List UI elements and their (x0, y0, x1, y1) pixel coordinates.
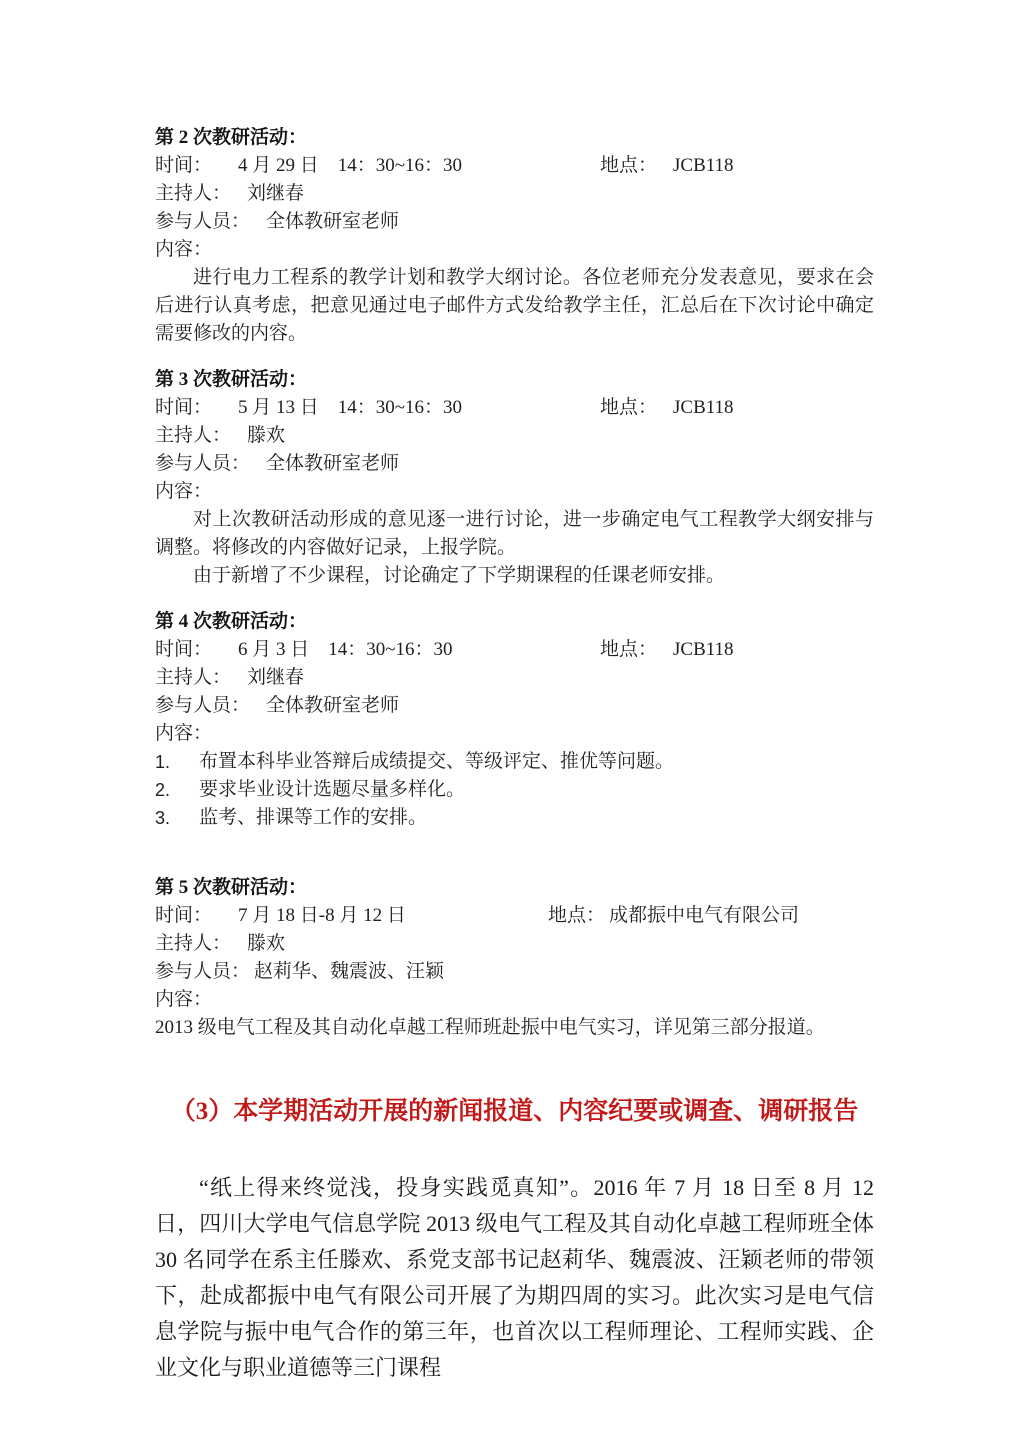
place-value: JCB118 (673, 639, 734, 660)
place-label: 地点： (600, 155, 658, 176)
report-section-heading: （3）本学期活动开展的新闻报道、内容纪要或调查、调研报告 (170, 1098, 859, 1125)
activity-heading: 第 2 次教研活动： (155, 127, 308, 148)
time-label: 时间： (155, 155, 213, 176)
list-item-text: 布置本科毕业答辩后成绩提交、等级评定、推优等问题。 (199, 751, 675, 772)
time-value: 5 月 13 日 14：30~16：30 (238, 397, 463, 418)
content-label-row (155, 720, 874, 748)
activity-heading: 第 3 次教研活动： (155, 369, 308, 390)
host-row (155, 422, 874, 450)
host-value: 刘继春 (247, 667, 305, 688)
activity-heading: 第 5 次教研活动： (155, 877, 308, 898)
time-value: 7 月 18 日-8 月 12 日 (238, 905, 406, 926)
place-group (548, 902, 799, 930)
content-paragraph: 2013 级电气工程及其自动化卓越工程师班赴振中电气实习，详见第三部分报道。 (155, 1017, 825, 1038)
content-label: 内容： (155, 481, 213, 502)
time-place-row (155, 152, 874, 180)
host-label: 主持人： (155, 425, 232, 446)
participants-row (155, 958, 874, 986)
host-label: 主持人： (155, 667, 232, 688)
list-item-text: 监考、排课等工作的安排。 (199, 807, 428, 828)
host-value: 刘继春 (247, 183, 305, 204)
content-label: 内容： (155, 723, 213, 744)
participants-label: 参与人员： (155, 695, 251, 716)
place-group (600, 152, 734, 180)
host-row (155, 664, 874, 692)
host-value: 滕欢 (247, 933, 286, 954)
time-label: 时间： (155, 397, 213, 418)
time-label: 时间： (155, 639, 213, 660)
place-group (600, 636, 734, 664)
list-item (155, 776, 874, 804)
participants-value: 赵莉华、魏震波、汪颖 (254, 961, 445, 982)
activity-heading: 第 4 次教研活动： (155, 611, 308, 632)
host-label: 主持人： (155, 933, 232, 954)
host-value: 滕欢 (247, 425, 286, 446)
place-label: 地点： (600, 397, 658, 418)
place-group (600, 394, 734, 422)
list-item (155, 804, 874, 832)
activity-section-3 (155, 366, 874, 590)
content-label-row (155, 236, 874, 264)
time-value: 6 月 3 日 14：30~16：30 (238, 639, 453, 660)
participants-value: 全体教研室老师 (266, 695, 400, 716)
place-value: JCB118 (673, 397, 734, 418)
activity-section-4 (155, 608, 874, 832)
list-item-number: 2. (155, 780, 171, 800)
participants-label: 参与人员： (155, 961, 251, 982)
host-row (155, 930, 874, 958)
content-paragraph: 由于新增了不少课程，讨论确定了下学期课程的任课老师安排。 (193, 565, 726, 586)
time-value: 4 月 29 日 14：30~16：30 (238, 155, 463, 176)
content-label: 内容： (155, 989, 213, 1010)
participants-row (155, 692, 874, 720)
participants-label: 参与人员： (155, 211, 251, 232)
place-value: JCB118 (673, 155, 734, 176)
participants-row (155, 450, 874, 478)
list-item-text: 要求毕业设计选题尽量多样化。 (199, 779, 466, 800)
list-item-number: 3. (155, 808, 171, 828)
time-place-row (155, 902, 874, 930)
participants-value: 全体教研室老师 (266, 211, 400, 232)
host-label: 主持人： (155, 183, 232, 204)
content-label: 内容： (155, 239, 213, 260)
place-value: 成都振中电气有限公司 (609, 905, 800, 926)
place-label: 地点： (548, 905, 606, 926)
activity-section-2 (155, 124, 874, 348)
place-label: 地点： (600, 639, 658, 660)
content-label-row (155, 478, 874, 506)
content-paragraph: 对上次教研活动形成的意见逐一进行讨论，进一步确定电气工程教学大纲安排与调整。将修改的内容做好记录，上报学院。 (155, 509, 874, 558)
content-label-row (155, 986, 874, 1014)
content-paragraph: 进行电力工程系的教学计划和教学大纲讨论。各位老师充分发表意见，要求在会后进行认真考虑，把意见通过电子邮件方式发给教学主任，汇总后在下次讨论中确定需要修改的内容。 (155, 267, 874, 344)
participants-value: 全体教研室老师 (266, 453, 400, 474)
participants-label: 参与人员： (155, 453, 251, 474)
list-item-number: 1. (155, 752, 171, 772)
time-place-row (155, 394, 874, 422)
list-item (155, 748, 874, 776)
content-numbered-list (155, 748, 874, 832)
time-label: 时间： (155, 905, 213, 926)
activity-section-5 (155, 874, 874, 1042)
time-place-row (155, 636, 874, 664)
host-row (155, 180, 874, 208)
participants-row (155, 208, 874, 236)
report-paragraph: “纸上得来终觉浅，投身实践觅真知”。2016 年 7 月 18 日至 8 月 12 日，四川大学电气信息学院 2013 级电气工程及其自动化卓越工程师班全体 30 名同学在系主任滕欢、系党支部书记赵莉华、魏震波、汪颖老师的带领下，赴成都振中电气有限公司开展了为期四周的实习。此次实习是电气信息学院与振中电气合作的第三年，也首次以工程师理论、工程师实践、企业文化与职业道德等三门课程 (155, 1175, 874, 1380)
